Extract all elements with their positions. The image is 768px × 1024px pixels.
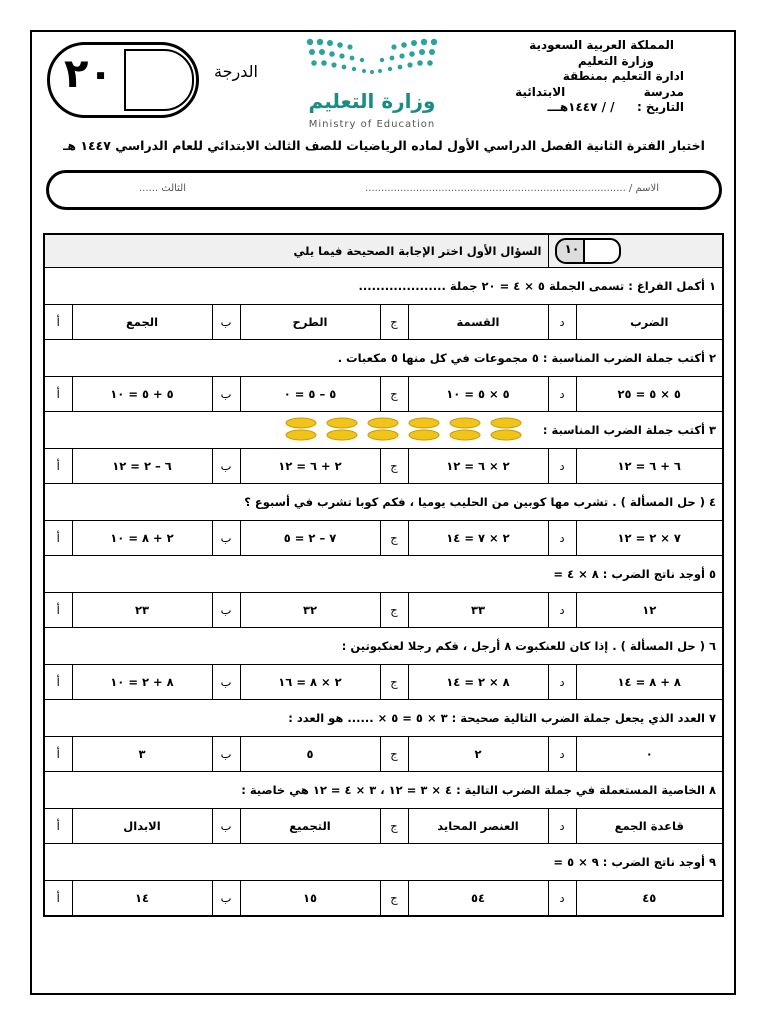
question-text xyxy=(44,556,723,593)
option-letter: د xyxy=(548,737,576,772)
answer-option[interactable]: ٧ × ٢ = ١٢ xyxy=(576,521,723,556)
option-letter: د xyxy=(548,809,576,844)
option-letter: ج xyxy=(380,809,408,844)
answer-option[interactable]: ٧ – ٢ = ٥ xyxy=(240,521,380,556)
answer-option[interactable]: ٥ × ٥ = ١٠ xyxy=(408,377,548,412)
answers-row xyxy=(44,377,723,412)
answer-option[interactable]: ٢ xyxy=(408,737,548,772)
question-row xyxy=(44,268,723,305)
ministry-line: وزارة التعليم xyxy=(577,53,654,68)
answers-row xyxy=(44,449,723,484)
question-text xyxy=(44,412,723,449)
section-score-value: ١٠ xyxy=(564,242,580,256)
option-letter: ج xyxy=(380,521,408,556)
answer-option[interactable]: الطرح xyxy=(240,305,380,340)
option-letter: ب xyxy=(212,449,240,484)
answer-option[interactable]: الضرب xyxy=(576,305,723,340)
coins-picture xyxy=(283,416,523,445)
section-score-cell xyxy=(548,234,723,268)
score-entry-area[interactable] xyxy=(124,49,194,111)
answers-row xyxy=(44,521,723,556)
date-line xyxy=(464,100,684,116)
question-text xyxy=(44,340,723,377)
exam-title: اختبار الفترة الثانية الفصل الدراسي الأول لماده الرياضيات للصف الثالث الابتدائي للعام الدراسي ١٤٤٧ هـ xyxy=(63,138,705,153)
answers-row xyxy=(44,665,723,700)
option-letter: ب xyxy=(212,809,240,844)
option-letter: أ xyxy=(44,809,72,844)
option-letter: د xyxy=(548,305,576,340)
option-letter: ج xyxy=(380,449,408,484)
questions-table xyxy=(43,233,724,917)
question-label: ٣ أكتب جملة الضرب المناسبة : xyxy=(542,422,716,437)
date-label: التاريخ : xyxy=(636,100,684,114)
option-letter: ج xyxy=(380,593,408,628)
section-score-badge xyxy=(555,238,619,264)
answer-option[interactable]: ٨ + ٢ = ١٠ xyxy=(72,665,212,700)
option-letter: ب xyxy=(212,665,240,700)
answer-option[interactable]: ٣٣ xyxy=(408,593,548,628)
question-label: ٩ أوجد ناتج الضرب : ٩ × ٥ = xyxy=(553,855,716,869)
school-header xyxy=(464,38,684,116)
question-row xyxy=(44,484,723,521)
school-line xyxy=(464,85,684,101)
score-label: الدرجة xyxy=(214,62,258,81)
answer-option[interactable]: ٠ xyxy=(576,737,723,772)
answer-option[interactable]: ١٢ xyxy=(576,593,723,628)
answer-option[interactable]: ٦ – ٢ = ١٢ xyxy=(72,449,212,484)
option-letter: أ xyxy=(44,521,72,556)
answer-option[interactable]: ٦ + ٦ = ١٢ xyxy=(576,449,723,484)
question-label: ١ أكمل الفراغ : تسمى الجملة ٥ × ٤ = ٢٠ جملة .................... xyxy=(358,279,716,293)
answer-option[interactable]: ٢٣ xyxy=(72,593,212,628)
answer-option[interactable]: ٥٤ xyxy=(408,881,548,917)
student-class-field[interactable]: الثالث ...... xyxy=(139,183,187,194)
question-label: ٥ أوجد ناتج الضرب : ٨ × ٤ = xyxy=(553,567,716,581)
option-letter: أ xyxy=(44,881,72,917)
question-row xyxy=(44,772,723,809)
answer-option[interactable]: قاعدة الجمع xyxy=(576,809,723,844)
option-letter: ب xyxy=(212,737,240,772)
option-letter: أ xyxy=(44,737,72,772)
student-info-box xyxy=(46,170,722,210)
option-letter: د xyxy=(548,521,576,556)
answer-option[interactable]: ٥ × ٥ = ٢٥ xyxy=(576,377,723,412)
option-letter: ج xyxy=(380,737,408,772)
option-letter: د xyxy=(548,593,576,628)
logo-arabic-text: وزارة التعليم xyxy=(308,89,436,113)
question-text xyxy=(44,268,723,305)
question-label: ٢ أكتب جملة الضرب المناسبة : ٥ مجموعات في كل منها ٥ مكعبات . xyxy=(337,351,716,365)
total-score-value: ٢٠ xyxy=(64,51,113,97)
answer-option[interactable]: ٤٥ xyxy=(576,881,723,917)
option-letter: ب xyxy=(212,377,240,412)
answers-row xyxy=(44,305,723,340)
answer-option[interactable]: ٢ × ٨ = ١٦ xyxy=(240,665,380,700)
total-score-box xyxy=(47,42,199,118)
logo-dots-icon xyxy=(298,36,446,130)
answers-row xyxy=(44,737,723,772)
option-letter: ج xyxy=(380,305,408,340)
question-label: ٤ ( حل المسألة ) . تشرب مها كوبين من الحليب يوميا ، فكم كوبا تشرب في أسبوع ؟ xyxy=(244,495,716,509)
question-row xyxy=(44,700,723,737)
option-letter: ج xyxy=(380,881,408,917)
logo-english-text: Ministry of Education xyxy=(308,119,436,130)
answer-option[interactable]: ٥ + ٥ = ١٠ xyxy=(72,377,212,412)
section-header-row xyxy=(44,234,723,268)
question-label: ٨ الخاصية المستعملة في جملة الضرب التالية : ٤ × ٣ = ١٢ ، ٣ × ٤ = ١٢ هي خاصية : xyxy=(241,783,716,797)
answer-option[interactable]: ٢ × ٧ = ١٤ xyxy=(408,521,548,556)
answer-option[interactable]: ٢ + ٨ = ١٠ xyxy=(72,521,212,556)
school-label: مدرسة xyxy=(643,84,684,99)
question-row xyxy=(44,628,723,665)
question-text xyxy=(44,484,723,521)
answer-option[interactable]: الجمع xyxy=(72,305,212,340)
answers-row xyxy=(44,593,723,628)
question-row xyxy=(44,556,723,593)
answer-option[interactable]: ٥ – ٥ = ٠ xyxy=(240,377,380,412)
question-row xyxy=(44,340,723,377)
option-letter: ب xyxy=(212,521,240,556)
answer-option[interactable]: القسمة xyxy=(408,305,548,340)
answers-row xyxy=(44,809,723,844)
question-row xyxy=(44,412,723,449)
option-letter: أ xyxy=(44,305,72,340)
option-letter: أ xyxy=(44,593,72,628)
answer-option[interactable]: ٢ × ٦ = ١٢ xyxy=(408,449,548,484)
option-letter: ب xyxy=(212,305,240,340)
option-letter: د xyxy=(548,377,576,412)
answer-option[interactable]: ٥ xyxy=(240,737,380,772)
option-letter: ب xyxy=(212,881,240,917)
answer-option[interactable]: ٣٢ xyxy=(240,593,380,628)
option-letter: أ xyxy=(44,665,72,700)
question-text xyxy=(44,628,723,665)
question-label: ٦ ( حل المسألة ) . إذا كان للعنكبوت ٨ أرجل ، فكم رجلا لعنكبوتين : xyxy=(341,639,716,653)
option-letter: ب xyxy=(212,593,240,628)
student-name-field[interactable]: الاسم / .................................................................................. xyxy=(365,183,659,194)
date-value: / / ١٤٤٧هـــ xyxy=(547,100,615,114)
answer-option[interactable]: ٢ + ٦ = ١٢ xyxy=(240,449,380,484)
answer-option[interactable]: العنصر المحايد xyxy=(408,809,548,844)
option-letter: د xyxy=(548,665,576,700)
ministry-logo xyxy=(298,36,446,130)
option-letter: د xyxy=(548,449,576,484)
answer-option[interactable]: التجميع xyxy=(240,809,380,844)
question-text xyxy=(44,772,723,809)
option-letter: أ xyxy=(44,377,72,412)
option-letter: ج xyxy=(380,665,408,700)
school-value: الابتدائية xyxy=(515,84,566,99)
option-letter: أ xyxy=(44,449,72,484)
answer-option[interactable]: ١٤ xyxy=(72,881,212,917)
kingdom-line: المملكة العربية السعودية xyxy=(529,38,674,52)
question-label: ٧ العدد الذي يجعل جملة الضرب التالية صحيحة : ٣ × ٥ = ٥ × ...... هو العدد : xyxy=(288,711,716,725)
section-title: السؤال الأول اختر الإجابة الصحيحة فيما يلي xyxy=(44,234,548,268)
option-letter: ج xyxy=(380,377,408,412)
question-text xyxy=(44,844,723,881)
answer-option[interactable]: ٨ × ٢ = ١٤ xyxy=(408,665,548,700)
question-text xyxy=(44,700,723,737)
answer-option[interactable]: ٨ + ٨ = ١٤ xyxy=(576,665,723,700)
answer-option[interactable]: الابدال xyxy=(72,809,212,844)
answers-row xyxy=(44,881,723,917)
answer-option[interactable]: ١٥ xyxy=(240,881,380,917)
admin-line: ادارة التعليم بمنطقة xyxy=(562,69,684,83)
option-letter: د xyxy=(548,881,576,917)
question-row xyxy=(44,844,723,881)
answer-option[interactable]: ٣ xyxy=(72,737,212,772)
